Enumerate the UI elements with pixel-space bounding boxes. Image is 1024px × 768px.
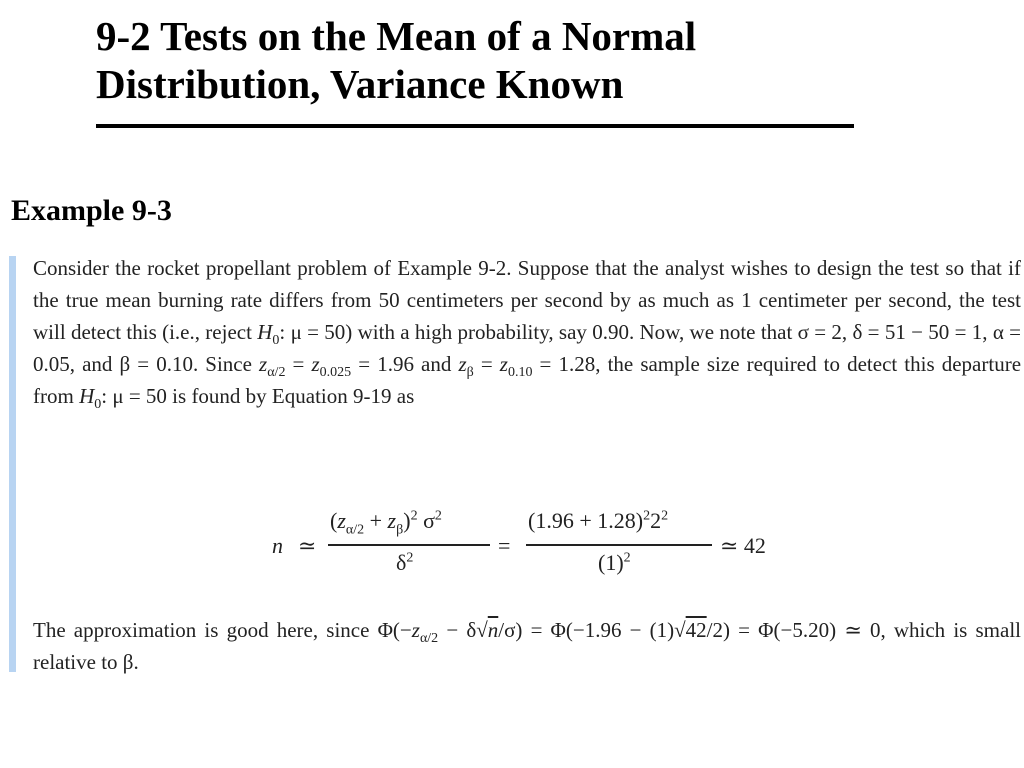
eq-numerator-1	[330, 508, 442, 538]
p1-text-1: Consider the rocket propellant problem of Example 9-2. Suppose that the analyst wishes to design the test so that if the true mean burning rate differs from 50 centimeters per second by as much as 1 centimeter per second, the test will detect this (i.e., reject	[33, 256, 1021, 344]
p1-z-alpha: z	[259, 352, 268, 376]
p1-text-5: : μ = 50 is found by Equation 9-19 as	[101, 384, 415, 408]
eq-num1-sigma-sq: 2	[434, 508, 442, 524]
eq-n: n	[272, 533, 283, 558]
eq-num1-sigma: σ	[417, 508, 435, 533]
eq-den2: (1)	[598, 550, 624, 575]
eq-fraction-bar-1	[328, 544, 490, 546]
eq-num1-open: (	[330, 508, 338, 533]
eq-den1-sq: 2	[406, 550, 414, 566]
p2-z: z	[411, 618, 420, 642]
p1-h0-b: H	[79, 384, 95, 408]
slide-title	[96, 12, 856, 108]
example-label: Example 9-3	[11, 194, 172, 227]
eq-num1-z2-sub: β	[396, 522, 404, 538]
eq-result: ≃ 42	[720, 533, 766, 558]
paragraph-problem	[33, 252, 1021, 412]
eq-num1-z1-sub: α/2	[345, 522, 365, 538]
eq-equals: =	[498, 533, 511, 558]
p1-z-010: z	[499, 352, 508, 376]
p1-z-alpha-sub: α/2	[267, 365, 286, 381]
p1-eq-2: =	[473, 352, 500, 376]
p1-h0: H	[257, 320, 273, 344]
eq-num1-z2: z	[387, 508, 397, 533]
title-underline	[96, 124, 854, 128]
eq-num1-z1: z	[337, 508, 346, 533]
eq-num1-close: )	[403, 508, 411, 533]
eq-num1-plus: +	[364, 508, 388, 533]
eq-num2-sq: 2	[643, 508, 651, 524]
p1-h0-sub: 0	[272, 333, 280, 349]
p2-text-1: The approximation is good here, since Φ(−	[33, 618, 412, 642]
eq-num2: (1.96 + 1.28)	[528, 508, 644, 533]
p2-text-3: /σ) = Φ(−1.96 − (1)√	[498, 618, 686, 642]
p2-z-sub: α/2	[419, 631, 439, 647]
eq-approx-1: ≃	[298, 533, 317, 558]
title-line-1: 9-2 Tests on the Mean of a Normal	[96, 13, 697, 59]
p1-z-010-sub: 0.10	[507, 365, 533, 381]
eq-num1-sq: 2	[410, 508, 418, 524]
sample-size-equation	[272, 500, 792, 590]
p1-text-4: = 1.28, the sample size required to detect this departure from	[33, 352, 1022, 408]
eq-fraction-bar-2	[526, 544, 712, 546]
p1-z-0025: z	[311, 352, 320, 376]
p1-h0-b-sub: 0	[94, 397, 102, 413]
p1-eq-1: =	[285, 352, 312, 376]
p1-z-beta-sub: β	[466, 365, 474, 381]
eq-denominator-2	[598, 550, 631, 576]
p2-text-4: /2) = Φ(−5.20) ≃ 0, which is small relative to β.	[33, 618, 1021, 674]
p1-z-0025-sub: 0.025	[319, 365, 352, 381]
eq-num2-b: 2	[650, 508, 662, 533]
p1-text-3: = 1.96 and	[351, 352, 459, 376]
paragraph-approximation	[33, 614, 1021, 678]
eq-denominator-1	[396, 550, 413, 576]
p1-text-2: : μ = 50) with a high probability, say 0.90. Now, we note that σ = 2, δ = 51 − 50 = 1, α = 0.05, and β = 0.10. Since	[33, 320, 1022, 376]
p1-z-beta: z	[458, 352, 467, 376]
quote-bar	[9, 256, 16, 672]
eq-den2-sq: 2	[623, 550, 631, 566]
p2-42: 42	[685, 618, 707, 642]
eq-num2-b-sq: 2	[661, 508, 669, 524]
eq-numerator-2	[528, 508, 668, 534]
eq-den1: δ	[396, 550, 407, 575]
title-line-2: Distribution, Variance Known	[96, 61, 624, 107]
p2-n: n	[487, 618, 499, 642]
p2-text-2: − δ√	[438, 618, 488, 642]
